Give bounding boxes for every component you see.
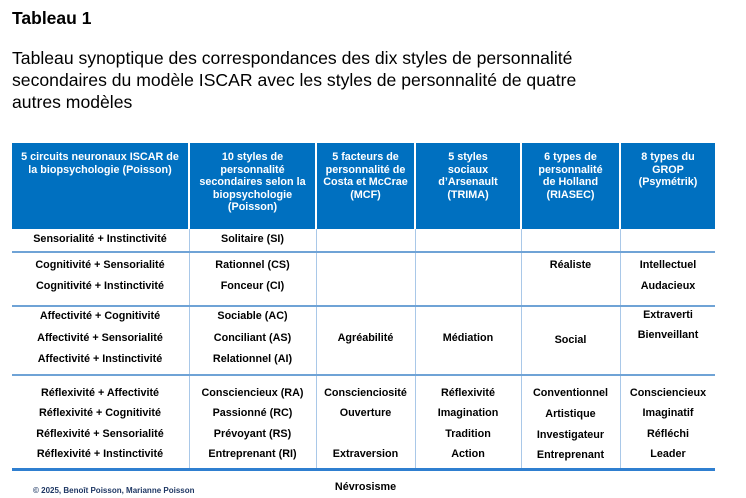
table-cell: Affectivité + Cognitivité: [39, 310, 161, 322]
row-divider: [12, 251, 715, 253]
table-cell: Fonceur (CI): [220, 280, 285, 292]
caption-line: autres modèles: [12, 92, 133, 112]
table-cell: Passionné (RC): [212, 407, 293, 419]
column-divider: [316, 229, 317, 470]
table-cell: Bienveillant: [637, 329, 699, 341]
header-iscar-circuits: 5 circuits neuronaux ISCAR de la biopsychologie (Poisson): [12, 143, 188, 229]
table-cell: Conventionnel: [533, 387, 608, 399]
header-secondary-styles: 10 styles de personnalité secondaires selon la biopsychologie (Poisson): [190, 143, 315, 229]
table-cell: Affectivité + Instinctivité: [37, 353, 163, 365]
table-cell: Conciliant (AS): [213, 332, 292, 344]
table-cell: Social: [554, 334, 587, 346]
table-cell: Affectivité + Sensorialité: [37, 332, 163, 344]
caption-line: Tableau synoptique des correspondances des dix styles de personnalité: [12, 48, 573, 68]
table-cell: Réflexivité + Instinctivité: [36, 448, 164, 460]
table-cell: Ouverture: [339, 407, 392, 419]
table-cell: Sociable (AC): [217, 310, 288, 322]
table-cell: Réaliste: [549, 259, 592, 271]
table-cell: Névrosisme: [334, 481, 397, 493]
table-cell: Réflexivité: [440, 387, 495, 399]
table-cell: Artistique: [545, 408, 596, 420]
table-cell: Consciencieux (RA): [201, 387, 304, 399]
table-cell: Intellectuel: [639, 259, 697, 271]
copyright-notice: © 2025, Benoît Poisson, Marianne Poisson: [33, 486, 195, 495]
table-cell: Entreprenant: [536, 449, 605, 461]
table-cell: Relationnel (AI): [212, 353, 293, 365]
table-cell: Prévoyant (RS): [213, 428, 292, 440]
table-cell: Rationnel (CS): [215, 259, 290, 271]
table-cell: Cognitivité + Sensorialité: [35, 259, 165, 271]
table-cell: Conscienciosité: [324, 387, 407, 399]
header-riasec-types: 6 types de personnalité de Holland (RIASEC): [522, 143, 619, 229]
header-trima-styles: 5 styles sociaux d’Arsenault (TRIMA): [416, 143, 520, 229]
table-cell: Investigateur: [536, 429, 605, 441]
table-cell: Médiation: [442, 332, 494, 344]
table-caption: [12, 47, 695, 113]
table-cell: Réflexivité + Cognitivité: [38, 407, 162, 419]
table-cell: Réflexivité + Affectivité: [40, 387, 160, 399]
table-cell: Consciencieux: [629, 387, 707, 399]
table-bottom-border: [12, 468, 715, 471]
table-cell: Réflexivité + Sensorialité: [36, 428, 164, 440]
table-cell: Sensorialité + Instinctivité: [33, 233, 167, 245]
table-heading: Tableau 1: [12, 8, 92, 28]
header-grop-types: 8 types du GROP (Psymétrik): [621, 143, 715, 229]
table-cell: Cognitivité + Instinctivité: [35, 280, 165, 292]
header-mcf-factors: 5 facteurs de personnalité de Costa et McCrae (MCF): [317, 143, 414, 229]
table-cell: Imagination: [437, 407, 499, 419]
table-cell: Extraverti: [643, 309, 693, 321]
table-cell: Extraversion: [332, 448, 399, 460]
row-divider: [12, 305, 715, 307]
table-cell: Imaginatif: [642, 407, 694, 419]
table-cell: Audacieux: [640, 280, 696, 292]
table-cell: Tradition: [445, 428, 491, 440]
row-divider: [12, 374, 715, 376]
table-cell: Entreprenant (RI): [208, 448, 297, 460]
table-cell: Réfléchi: [646, 428, 689, 440]
caption-line: secondaires du modèle ISCAR avec les styles de personnalité de quatre: [12, 70, 577, 90]
table-cell: Agréabilité: [337, 332, 394, 344]
table-cell: Solitaire (SI): [221, 233, 284, 245]
table-cell: Action: [451, 448, 485, 460]
table-cell: Leader: [650, 448, 686, 460]
